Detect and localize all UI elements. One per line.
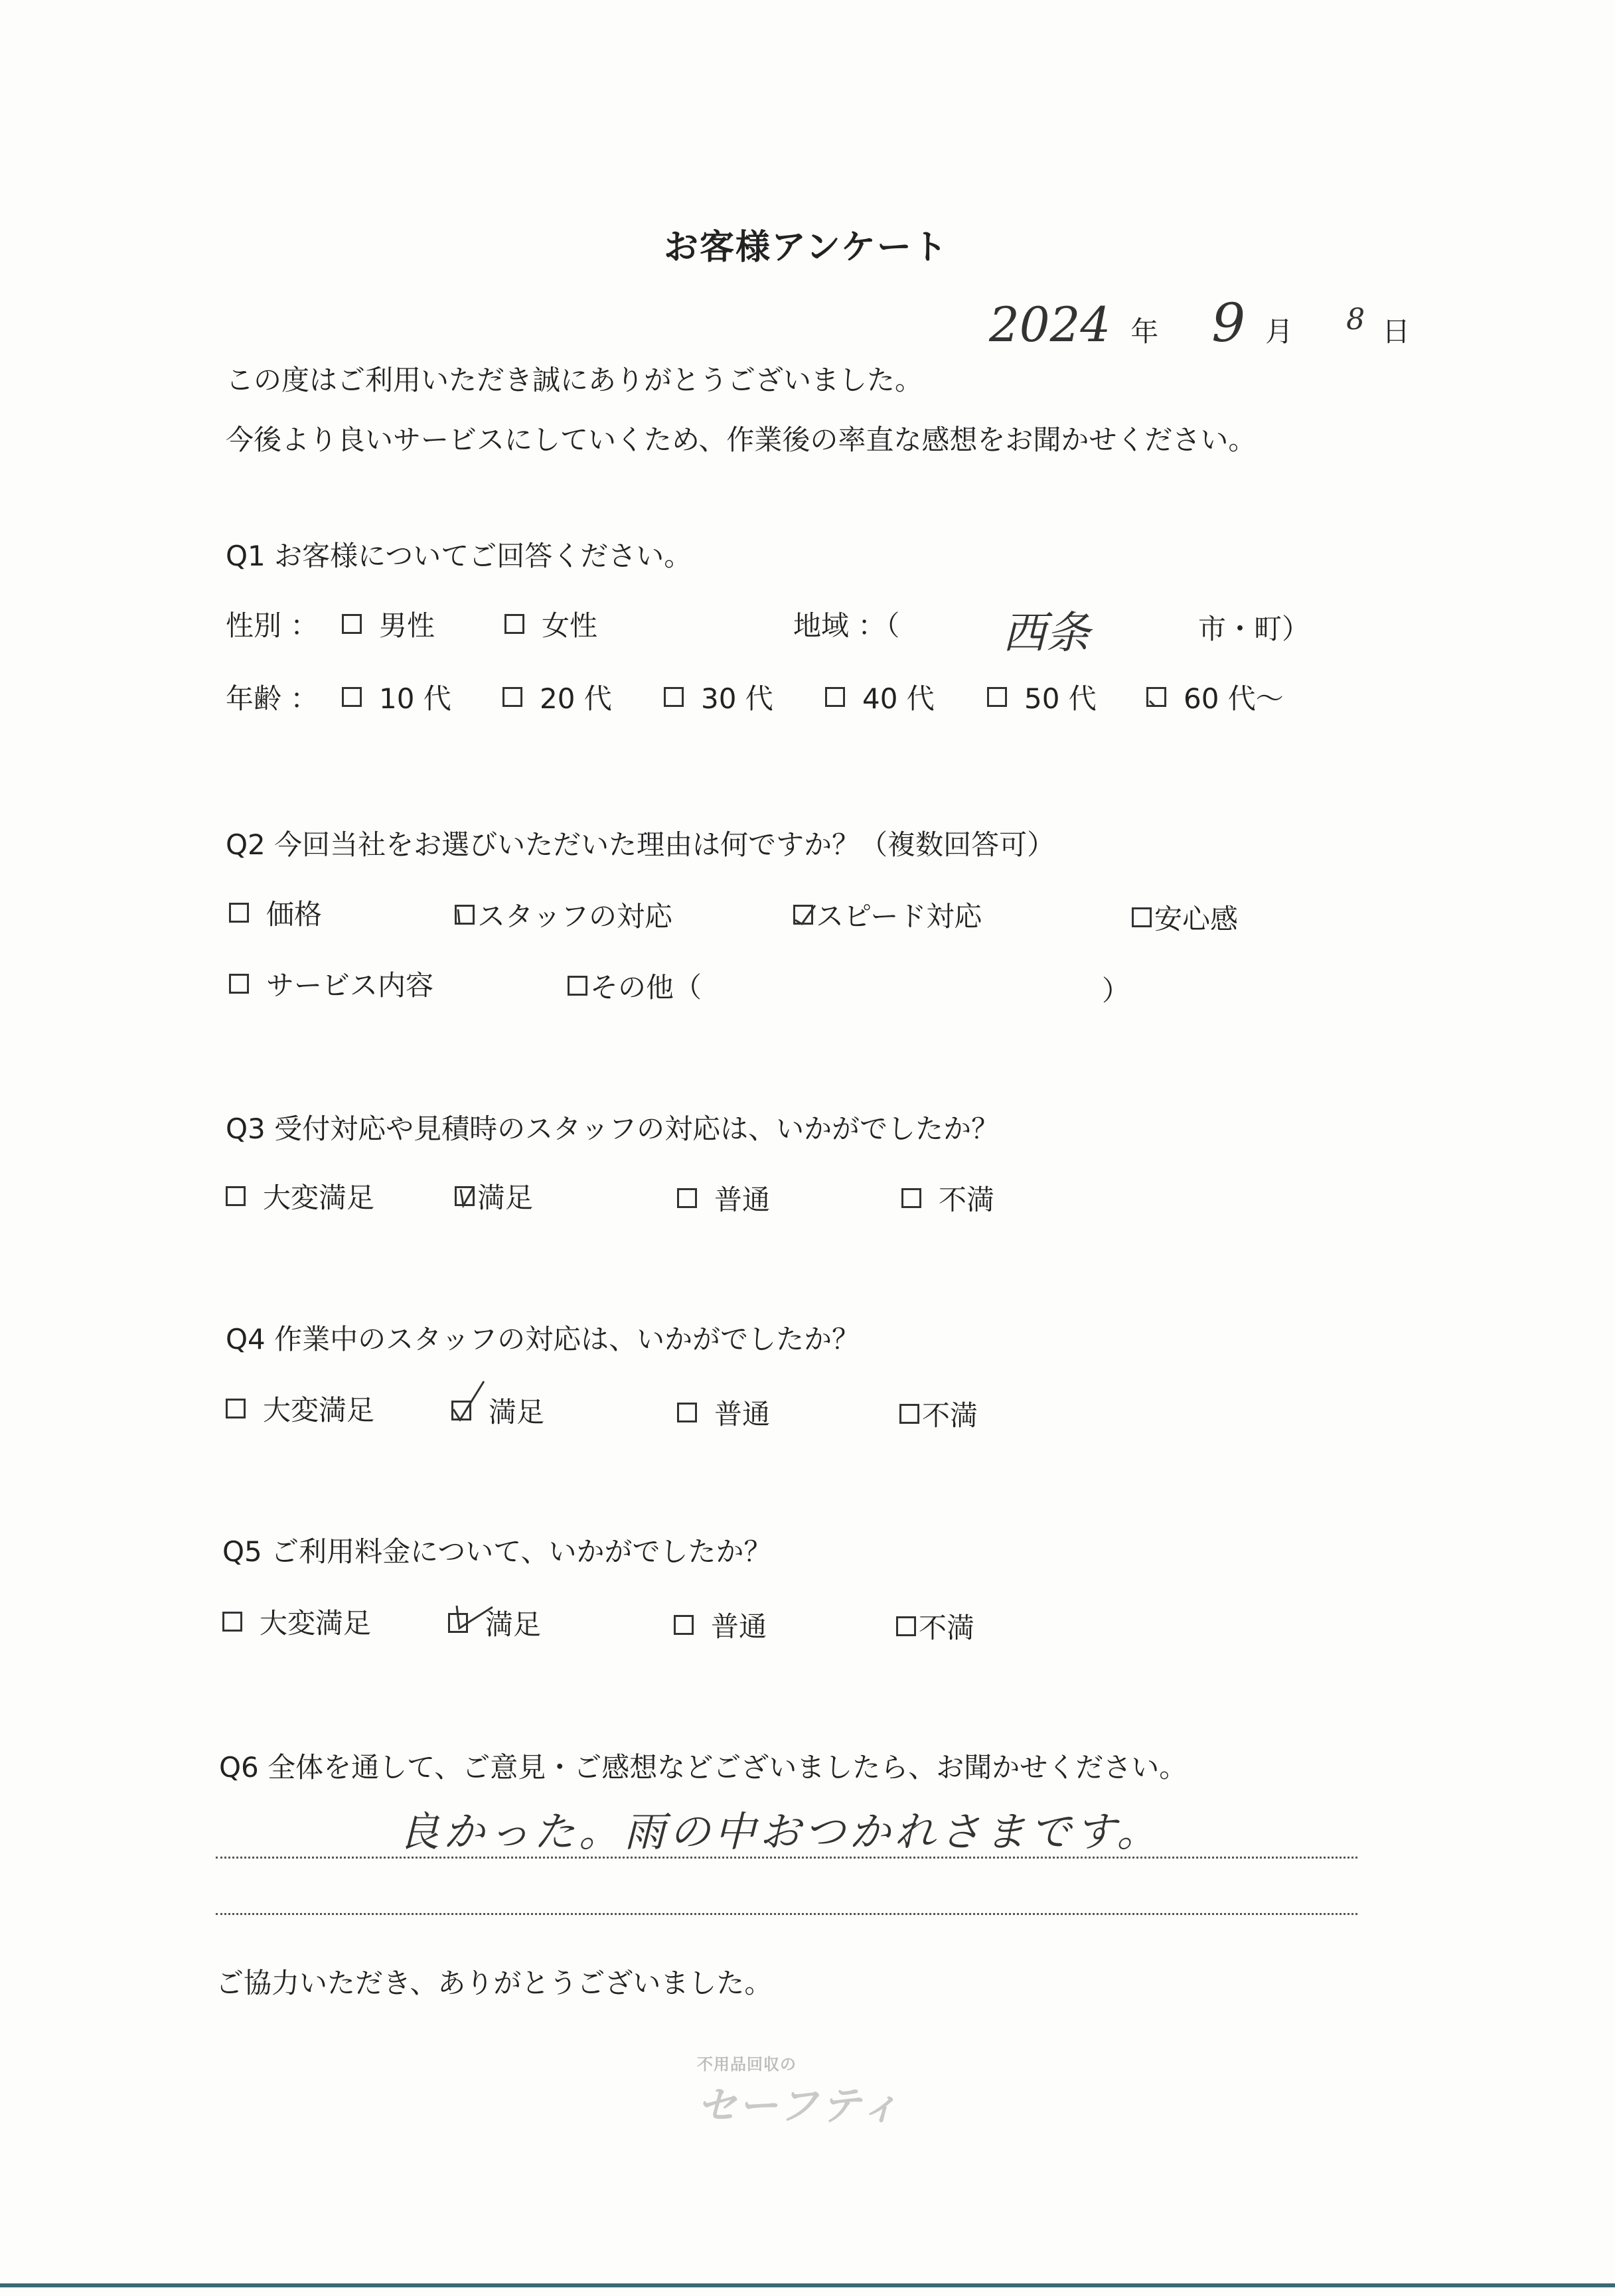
- check-mark-icon: [454, 903, 481, 929]
- company-logo: [697, 2051, 903, 2131]
- checkbox[interactable]: [222, 1612, 242, 1632]
- check-mark-icon: [793, 903, 819, 929]
- intro-line-1: この度はご利用いただき誠にありがとうございました。: [226, 364, 923, 396]
- checkbox-checked[interactable]: [793, 905, 813, 925]
- checkbox[interactable]: [342, 614, 362, 634]
- date-day: 8: [1346, 303, 1365, 337]
- checkbox[interactable]: [664, 687, 684, 707]
- checkbox[interactable]: [901, 1188, 921, 1208]
- check-mark-icon: [451, 1379, 491, 1425]
- q2-question: Q2 今回当社をお選びいただいた理由は何ですか？（複数回答可）: [226, 828, 1055, 861]
- checkbox[interactable]: [504, 614, 524, 634]
- q3-question: Q3 受付対応や見積時のスタッフの対応は、いかがでしたか？: [226, 1112, 1000, 1145]
- q1-region-suffix: 市・町）: [1198, 613, 1310, 645]
- q1-gender-label: 性別 ：: [226, 609, 319, 642]
- check-mark-icon: [1146, 685, 1172, 712]
- q5-satisfied-option[interactable]: 満足: [448, 1603, 541, 1643]
- check-mark-icon: [454, 1184, 481, 1211]
- intro-line-2: 今後より良いサービスにしていくため、作業後の率直な感想をお聞かせください。: [226, 423, 1257, 456]
- reason-other-option[interactable]: その他（: [568, 966, 702, 1006]
- checkbox-checked[interactable]: [455, 1186, 475, 1206]
- q6-question: Q6 全体を通して、ご意見・ご感想などございましたら、お聞かせください。: [219, 1751, 1188, 1784]
- q3-normal-option[interactable]: 普通: [677, 1178, 770, 1218]
- checkbox[interactable]: [899, 1404, 919, 1424]
- survey-date: [989, 292, 1410, 354]
- survey-title: お客様アンケート: [664, 228, 949, 268]
- gender-male-option[interactable]: 男性: [342, 604, 435, 644]
- checkbox-checked[interactable]: [451, 1401, 471, 1420]
- checkbox[interactable]: [229, 974, 249, 994]
- check-mark-icon: [450, 1602, 497, 1635]
- q4-dissatisfied-option[interactable]: 不満: [899, 1394, 978, 1434]
- reason-safety-option[interactable]: 安心感: [1132, 897, 1238, 937]
- logo-name: セーフティ: [697, 2083, 903, 2129]
- age-30s-option[interactable]: 30 代: [664, 677, 773, 717]
- q4-normal-option[interactable]: 普通: [677, 1393, 770, 1432]
- q3-dissatisfied-option[interactable]: 不満: [901, 1178, 994, 1218]
- answer-line-2: [216, 1913, 1357, 1915]
- q4-very-satisfied-option[interactable]: 大変満足: [226, 1389, 374, 1428]
- age-20s-option[interactable]: 20 代: [502, 677, 612, 717]
- checkbox[interactable]: [229, 903, 249, 923]
- age-40s-option[interactable]: 40 代: [825, 677, 935, 717]
- date-year: 2024: [989, 297, 1111, 352]
- q4-satisfied-option[interactable]: 満足: [451, 1391, 544, 1430]
- gender-female-option[interactable]: 女性: [504, 604, 597, 644]
- checkbox[interactable]: [226, 1186, 246, 1206]
- age-10s-option[interactable]: 10 代: [342, 677, 451, 717]
- reason-price-option[interactable]: 価格: [229, 893, 322, 933]
- q5-very-satisfied-option[interactable]: 大変満足: [222, 1602, 371, 1642]
- date-day-label: 日: [1382, 315, 1411, 348]
- q3-very-satisfied-option[interactable]: 大変満足: [226, 1176, 374, 1216]
- q1-region-label: 地域 ：（: [793, 609, 900, 642]
- q5-question: Q5 ご利用料金について、いかがでしたか？: [222, 1535, 772, 1568]
- checkbox[interactable]: [677, 1403, 697, 1422]
- checkbox[interactable]: [1132, 907, 1152, 927]
- q1-age-label: 年齢 ：: [226, 682, 319, 715]
- checkbox[interactable]: [677, 1188, 697, 1208]
- checkbox[interactable]: [568, 976, 587, 996]
- date-month-label: 月: [1265, 315, 1294, 348]
- date-month: 9: [1211, 292, 1246, 354]
- checkbox-checked[interactable]: [455, 905, 475, 925]
- reason-other-close: ）: [1102, 974, 1130, 1007]
- age-60s-option[interactable]: 60 代～: [1146, 677, 1284, 717]
- checkbox[interactable]: [342, 687, 362, 707]
- answer-line-1: [216, 1857, 1357, 1859]
- date-year-label: 年: [1130, 315, 1159, 348]
- checkbox[interactable]: [825, 687, 845, 707]
- age-50s-option[interactable]: 50 代: [987, 677, 1097, 717]
- q1-question: Q1 お客様についてご回答ください。: [226, 540, 692, 572]
- q5-dissatisfied-option[interactable]: 不満: [896, 1606, 974, 1646]
- closing-text: ご協力いただき、ありがとうございました。: [216, 1967, 773, 1999]
- checkbox[interactable]: [226, 1399, 246, 1418]
- reason-service-option[interactable]: サービス内容: [229, 964, 433, 1004]
- checkbox-checked[interactable]: [1146, 687, 1166, 707]
- checkbox[interactable]: [502, 687, 522, 707]
- reason-staff-option[interactable]: スタッフの対応: [455, 895, 672, 935]
- checkbox[interactable]: [674, 1615, 694, 1635]
- bottom-border: [0, 2283, 1615, 2287]
- q6-answer[interactable]: 良かった。雨の中おつかれさまです。: [398, 1807, 1162, 1856]
- checkbox[interactable]: [987, 687, 1007, 707]
- region-value[interactable]: 西条: [1002, 607, 1090, 658]
- checkbox-checked[interactable]: [448, 1613, 468, 1633]
- q3-satisfied-option[interactable]: 満足: [455, 1176, 533, 1216]
- reason-speed-option[interactable]: スピード対応: [793, 895, 982, 935]
- q4-question: Q4 作業中のスタッフの対応は、いかがでしたか？: [226, 1323, 860, 1355]
- q5-normal-option[interactable]: 普通: [674, 1605, 767, 1645]
- logo-tagline: 不用品回収の: [697, 2055, 797, 2074]
- checkbox[interactable]: [896, 1616, 916, 1636]
